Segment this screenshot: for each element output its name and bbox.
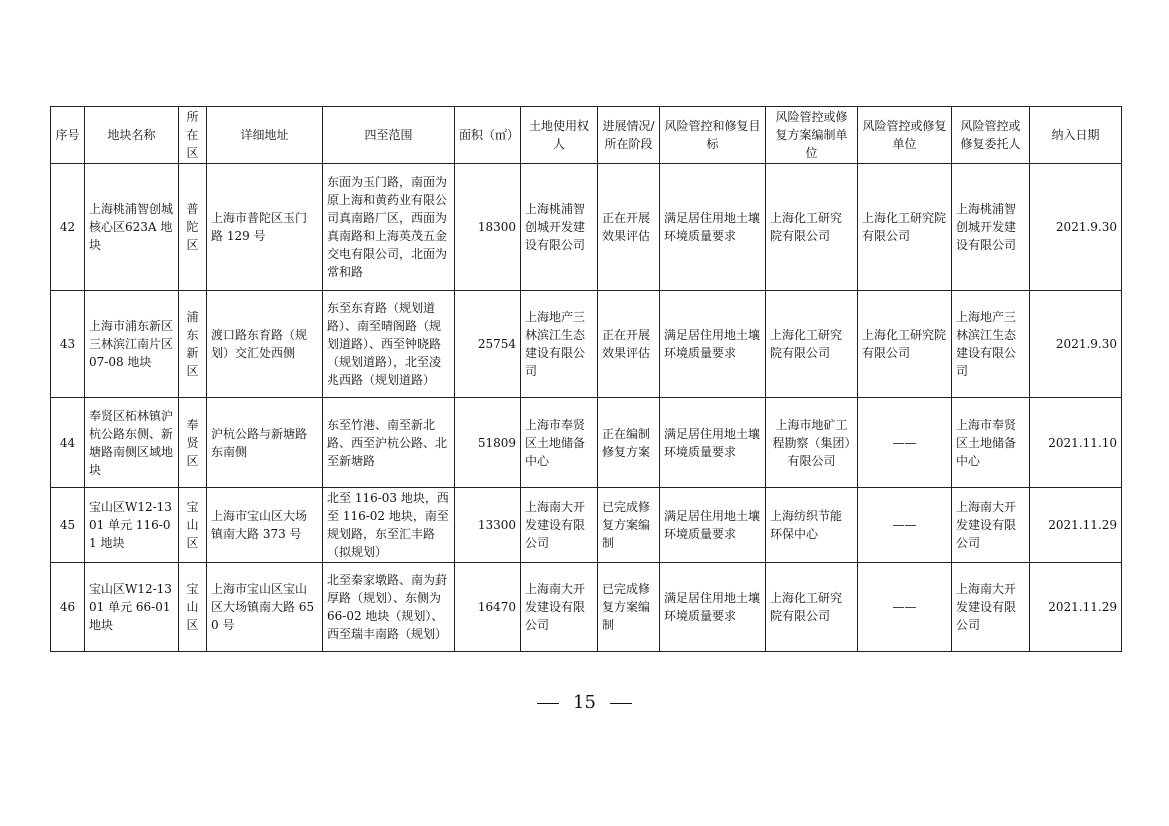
- footer-dash-right: [610, 703, 632, 704]
- cell-plan-unit: 上海纺织节能环保中心: [766, 488, 858, 563]
- table-row: [51, 563, 1122, 652]
- header-no: 序号: [51, 107, 85, 164]
- cell-name: 宝山区W12-1301 单元 66-01 地块: [85, 563, 179, 652]
- cell-stage: 已完成修复方案编制: [598, 563, 660, 652]
- cell-client: 上海南大开发建设有限公司: [952, 488, 1030, 563]
- page-number: 15: [573, 692, 596, 713]
- cell-target: 满足居住用地土壤环境质量要求: [660, 563, 766, 652]
- cell-plan-unit: 上海化工研究院有限公司: [766, 164, 858, 291]
- cell-target: 满足居住用地土壤环境质量要求: [660, 164, 766, 291]
- footer-dash-left: [537, 703, 559, 704]
- site-table: [50, 106, 1122, 652]
- cell-plan-unit: 上海化工研究院有限公司: [766, 291, 858, 398]
- header-plan-unit: 风险管控或修复方案编制单位: [766, 107, 858, 164]
- cell-date: 2021.11.10: [1030, 398, 1122, 488]
- cell-target: 满足居住用地土壤环境质量要求: [660, 488, 766, 563]
- cell-stage: 已完成修复方案编制: [598, 488, 660, 563]
- cell-address: 上海市宝山区宝山区大场镇南大路 650 号: [207, 563, 323, 652]
- cell-district: 奉贤区: [179, 398, 207, 488]
- page-footer: [0, 692, 1169, 713]
- cell-target: 满足居住用地土壤环境质量要求: [660, 291, 766, 398]
- cell-client: 上海南大开发建设有限公司: [952, 563, 1030, 652]
- cell-repair-unit: 上海化工研究院有限公司: [858, 164, 952, 291]
- cell-date: 2021.9.30: [1030, 164, 1122, 291]
- header-stage: 进展情况/所在阶段: [598, 107, 660, 164]
- cell-date: 2021.11.29: [1030, 563, 1122, 652]
- cell-stage: 正在编制修复方案: [598, 398, 660, 488]
- cell-owner: 上海南大开发建设有限公司: [521, 563, 598, 652]
- cell-boundary: 北至 116-03 地块，西至 116-02 地块，南至规划路，东至汇丰路（拟规划）: [323, 488, 455, 563]
- header-date: 纳入日期: [1030, 107, 1122, 164]
- cell-target: 满足居住用地土壤环境质量要求: [660, 398, 766, 488]
- cell-boundary: 东至东育路（规划道路）、南至晴阁路（规划道路）、西至钟晓路（规划道路），北至凌兆西路（规划道路）: [323, 291, 455, 398]
- header-area: 面积（㎡）: [455, 107, 521, 164]
- header-owner: 土地使用权人: [521, 107, 598, 164]
- header-client: 风险管控或修复委托人: [952, 107, 1030, 164]
- table-row: [51, 164, 1122, 291]
- cell-name: 宝山区W12-1301 单元 116-01 地块: [85, 488, 179, 563]
- cell-plan-unit: 上海化工研究院有限公司: [766, 563, 858, 652]
- cell-no: 42: [51, 164, 85, 291]
- cell-stage: 正在开展效果评估: [598, 291, 660, 398]
- header-target: 风险管控和修复目标: [660, 107, 766, 164]
- table-row: [51, 398, 1122, 488]
- header-address: 详细地址: [207, 107, 323, 164]
- cell-address: 渡口路东育路（规划）交汇处西侧: [207, 291, 323, 398]
- cell-boundary: 东面为玉门路，南面为原上海和黄药业有限公司真南路厂区，西面为真南路和上海英茂五金交电有限公司，北面为常和路: [323, 164, 455, 291]
- cell-no: 43: [51, 291, 85, 398]
- cell-district: 浦东新区: [179, 291, 207, 398]
- cell-address: 上海市宝山区大场镇南大路 373 号: [207, 488, 323, 563]
- cell-client: 上海地产三林滨江生态建设有限公司: [952, 291, 1030, 398]
- cell-plan-unit: 上海市地矿工程勘察（集团）有限公司: [766, 398, 858, 488]
- header-district: 所在区: [179, 107, 207, 164]
- cell-date: 2021.11.29: [1030, 488, 1122, 563]
- cell-name: 奉贤区柘林镇沪杭公路东侧、新塘路南侧区域地块: [85, 398, 179, 488]
- header-name: 地块名称: [85, 107, 179, 164]
- cell-no: 46: [51, 563, 85, 652]
- cell-owner: 上海桃浦智创城开发建设有限公司: [521, 164, 598, 291]
- table-row: [51, 291, 1122, 398]
- cell-area: 25754: [455, 291, 521, 398]
- cell-client: 上海桃浦智创城开发建设有限公司: [952, 164, 1030, 291]
- cell-repair-unit: ——: [858, 563, 952, 652]
- cell-repair-unit: ——: [858, 488, 952, 563]
- cell-owner: 上海市奉贤区土地储备中心: [521, 398, 598, 488]
- cell-no: 44: [51, 398, 85, 488]
- cell-repair-unit: ——: [858, 398, 952, 488]
- cell-owner: 上海南大开发建设有限公司: [521, 488, 598, 563]
- cell-stage: 正在开展效果评估: [598, 164, 660, 291]
- cell-date: 2021.9.30: [1030, 291, 1122, 398]
- cell-district: 宝山区: [179, 488, 207, 563]
- cell-address: 上海市普陀区玉门路 129 号: [207, 164, 323, 291]
- cell-owner: 上海地产三林滨江生态建设有限公司: [521, 291, 598, 398]
- cell-boundary: 东至竹港、南至新北路、西至沪杭公路、北至新塘路: [323, 398, 455, 488]
- cell-district: 宝山区: [179, 563, 207, 652]
- cell-boundary: 北至秦家墩路、南为葑厚路（规划）、东侧为 66-02 地块（规划）、西至瑞丰南路（规划）: [323, 563, 455, 652]
- cell-client: 上海市奉贤区土地储备中心: [952, 398, 1030, 488]
- cell-area: 51809: [455, 398, 521, 488]
- header-repair-unit: 风险管控或修复单位: [858, 107, 952, 164]
- cell-name: 上海市浦东新区三林滨江南片区07-08 地块: [85, 291, 179, 398]
- cell-area: 16470: [455, 563, 521, 652]
- cell-repair-unit: 上海化工研究院有限公司: [858, 291, 952, 398]
- table-row: [51, 488, 1122, 563]
- cell-area: 18300: [455, 164, 521, 291]
- cell-address: 沪杭公路与新塘路东南侧: [207, 398, 323, 488]
- cell-no: 45: [51, 488, 85, 563]
- cell-area: 13300: [455, 488, 521, 563]
- header-boundary: 四至范围: [323, 107, 455, 164]
- cell-name: 上海桃浦智创城核心区623A 地块: [85, 164, 179, 291]
- cell-district: 普陀区: [179, 164, 207, 291]
